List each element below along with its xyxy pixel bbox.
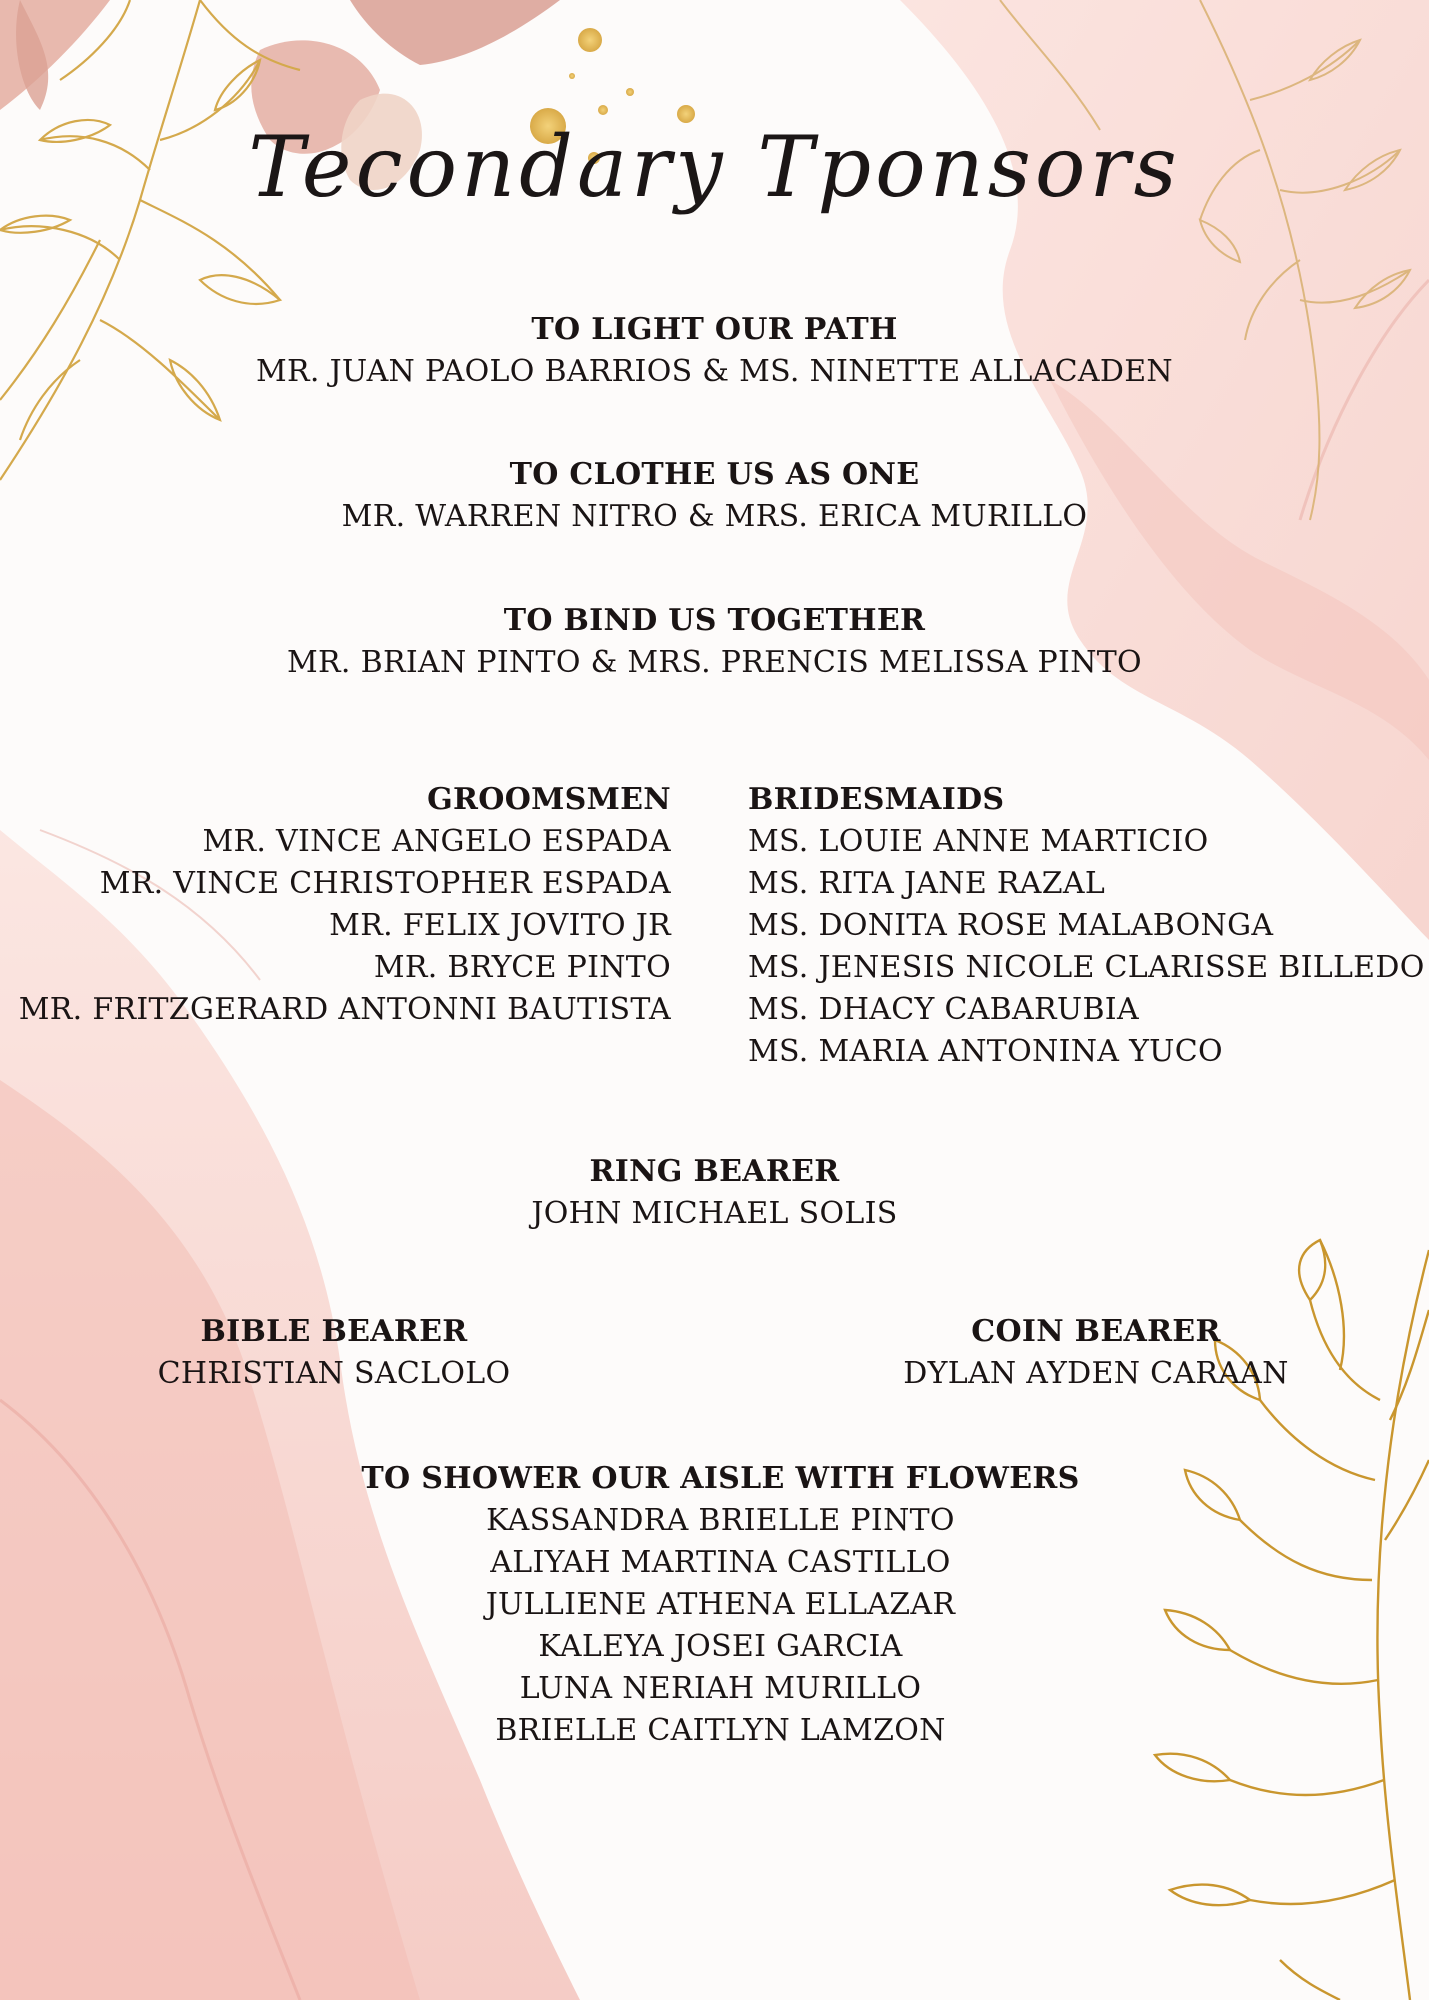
list-item: LUNA NERIAH MURILLO xyxy=(519,1671,922,1706)
list-item: MR. FELIX JOVITO JR xyxy=(329,908,671,943)
sponsor-name: MR. BRIAN PINTO & MRS. PRENCIS MELISSA PINTO xyxy=(287,645,1142,680)
groomsmen-list xyxy=(19,779,671,1031)
clothe-section xyxy=(0,454,1429,538)
list-item: MS. RITA JANE RAZAL xyxy=(748,866,1106,901)
list-item: MS. LOUIE ANNE MARTICIO xyxy=(748,824,1209,859)
list-item: JULLIENE ATHENA ELLAZAR xyxy=(485,1587,956,1622)
section-heading: RING BEARER xyxy=(589,1154,840,1189)
sponsor-name: CHRISTIAN SACLOLO xyxy=(157,1356,511,1391)
sponsor-name: DYLAN AYDEN CARAAN xyxy=(903,1356,1289,1391)
coin-bearer-section xyxy=(846,1311,1346,1395)
light-path-section xyxy=(0,309,1429,393)
bridesmaids-list xyxy=(748,779,1425,1073)
ring-bearer-section xyxy=(0,1151,1429,1235)
section-heading: COIN BEARER xyxy=(971,1314,1221,1349)
section-heading: TO BIND US TOGETHER xyxy=(503,603,926,638)
bind-section xyxy=(0,600,1429,684)
list-item: MS. MARIA ANTONINA YUCO xyxy=(748,1034,1223,1069)
section-heading: TO SHOWER OUR AISLE WITH FLOWERS xyxy=(361,1461,1080,1496)
section-heading: TO LIGHT OUR PATH xyxy=(531,312,898,347)
list-item: MR. BRYCE PINTO xyxy=(373,950,671,985)
sponsor-name: JOHN MICHAEL SOLIS xyxy=(531,1196,898,1231)
sponsor-name: MR. WARREN NITRO & MRS. ERICA MURILLO xyxy=(341,499,1088,534)
sponsor-name: MR. JUAN PAOLO BARRIOS & MS. NINETTE ALLACADEN xyxy=(256,354,1173,389)
list-item: MS. DONITA ROSE MALABONGA xyxy=(748,908,1274,943)
list-item: MS. JENESIS NICOLE CLARISSE BILLEDO xyxy=(748,950,1425,985)
list-item: MS. DHACY CABARUBIA xyxy=(748,992,1139,1027)
list-item: ALIYAH MARTINA CASTILLO xyxy=(490,1545,951,1580)
section-heading: BRIDESMAIDS xyxy=(748,782,1005,817)
flower-girls-section xyxy=(6,1458,1429,1752)
list-item: MR. VINCE ANGELO ESPADA xyxy=(202,824,671,859)
page-title: Tecondary Tponsors xyxy=(248,118,1181,216)
bible-bearer-section xyxy=(84,1311,584,1395)
section-heading: TO CLOTHE US AS ONE xyxy=(509,457,920,492)
section-heading: GROOMSMEN xyxy=(427,782,671,817)
list-item: KALEYA JOSEI GARCIA xyxy=(538,1629,903,1664)
list-item: BRIELLE CAITLYN LAMZON xyxy=(495,1713,946,1748)
list-item: MR. FRITZGERARD ANTONNI BAUTISTA xyxy=(18,992,671,1027)
list-item: KASSANDRA BRIELLE PINTO xyxy=(486,1503,955,1538)
section-heading: BIBLE BEARER xyxy=(200,1314,468,1349)
list-item: MR. VINCE CHRISTOPHER ESPADA xyxy=(99,866,671,901)
